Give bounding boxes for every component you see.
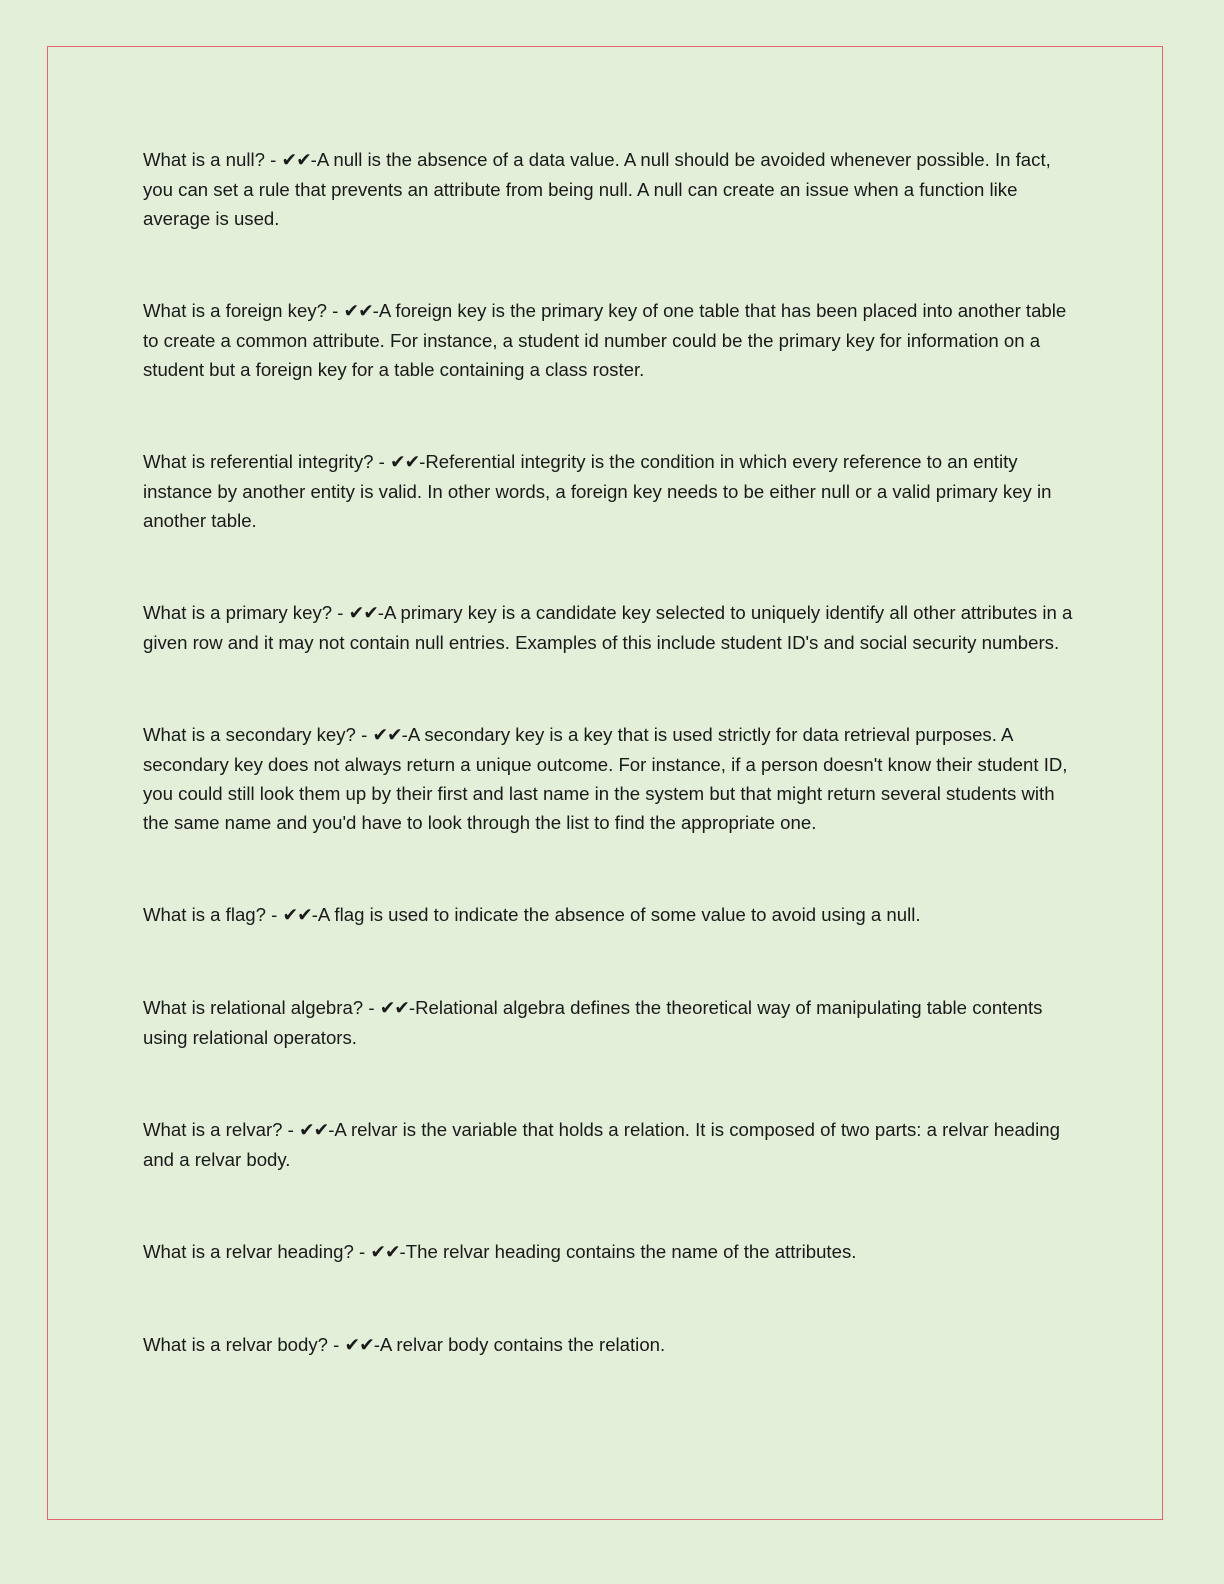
answer-text: Relational algebra defines the theoretical way of manipulating table contents using relational operators. <box>143 997 1043 1048</box>
separator: - <box>363 997 380 1018</box>
answer-prefix: - <box>372 300 379 321</box>
separator: - <box>327 1334 345 1355</box>
double-check-icon: ✔✔ <box>389 452 420 473</box>
double-check-icon: ✔✔ <box>379 998 409 1019</box>
answer-text: A null is the absence of a data value. A null should be avoided whenever possible. In fact, you can set a rule that prevents an attribute from being null. A null can create an issue when a function like average is used. <box>143 149 1051 229</box>
question-text: What is a foreign key? <box>143 300 327 321</box>
double-check-icon: ✔✔ <box>299 1120 329 1141</box>
answer-text: A foreign key is the primary key of one table that has been placed into another table to create a common attribute. For instance, a student id number could be the primary key for information on a student but a foreign key for a table containing a class roster. <box>143 300 1067 380</box>
double-check-icon: ✔✔ <box>348 603 378 624</box>
answer-prefix: - <box>328 1119 335 1140</box>
double-check-icon: ✔✔ <box>370 1242 400 1263</box>
answer-prefix: - <box>310 149 317 170</box>
double-check-icon: ✔✔ <box>282 905 312 926</box>
answer-prefix: - <box>311 904 318 925</box>
answer-text: A relvar body contains the relation. <box>379 1334 666 1355</box>
qa-item <box>143 447 1073 535</box>
qa-item <box>143 296 1073 384</box>
question-text: What is a flag? <box>143 904 266 925</box>
answer-prefix: - <box>419 451 426 472</box>
separator: - <box>353 1241 371 1262</box>
question-text: What is referential integrity? <box>143 451 374 472</box>
question-text: What is a null? <box>143 149 265 170</box>
separator: - <box>355 724 373 745</box>
separator: - <box>332 602 349 623</box>
double-check-icon: ✔✔ <box>372 725 402 746</box>
double-check-icon: ✔✔ <box>344 1335 374 1356</box>
separator: - <box>282 1119 300 1140</box>
answer-prefix: - <box>377 602 384 623</box>
question-text: What is a relvar body? <box>143 1334 328 1355</box>
double-check-icon: ✔✔ <box>281 150 311 171</box>
answer-prefix: - <box>373 1334 380 1355</box>
qa-item <box>143 900 1073 930</box>
answer-text: Referential integrity is the condition in which every reference to an entity instance by another entity is valid. In other words, a foreign key needs to be either null or a valid primary key in another table. <box>143 451 1052 531</box>
answer-prefix: - <box>399 1241 406 1262</box>
answer-text: A flag is used to indicate the absence of some value to avoid using a null. <box>317 904 921 925</box>
answer-prefix: - <box>408 997 416 1018</box>
qa-item <box>143 1237 1073 1267</box>
question-text: What is a relvar heading? <box>143 1241 354 1262</box>
separator: - <box>326 300 344 321</box>
qa-item <box>143 145 1073 233</box>
answer-text: A primary key is a candidate key selected to uniquely identify all other attributes in a given row and it may not contain null entries. Examples of this include student ID's and social security numbers. <box>143 602 1073 653</box>
qa-item <box>143 598 1073 657</box>
question-text: What is a primary key? <box>143 602 333 623</box>
answer-text: A secondary key is a key that is used strictly for data retrieval purposes. A secondary key does not always return a unique outcome. For instance, if a person doesn't know their student ID, you could still look them up by their first and last name in the system but that might return several students with the same name and you'd have to look through the list to find the appropriate one. <box>143 724 1068 833</box>
qa-item <box>143 720 1073 837</box>
qa-list <box>143 145 1073 1360</box>
question-text: What is relational algebra? <box>143 997 364 1018</box>
answer-text: The relvar heading contains the name of the attributes. <box>405 1241 857 1262</box>
question-text: What is a relvar? <box>143 1119 283 1140</box>
separator: - <box>373 451 390 472</box>
qa-item <box>143 1330 1073 1360</box>
answer-text: A relvar is the variable that holds a relation. It is composed of two parts: a relvar heading and a relvar body. <box>143 1119 1060 1170</box>
separator: - <box>264 149 282 170</box>
question-text: What is a secondary key? <box>143 724 356 745</box>
double-check-icon: ✔✔ <box>343 301 373 322</box>
answer-prefix: - <box>401 724 408 745</box>
separator: - <box>265 904 283 925</box>
qa-item <box>143 1115 1073 1174</box>
qa-item <box>143 993 1073 1052</box>
